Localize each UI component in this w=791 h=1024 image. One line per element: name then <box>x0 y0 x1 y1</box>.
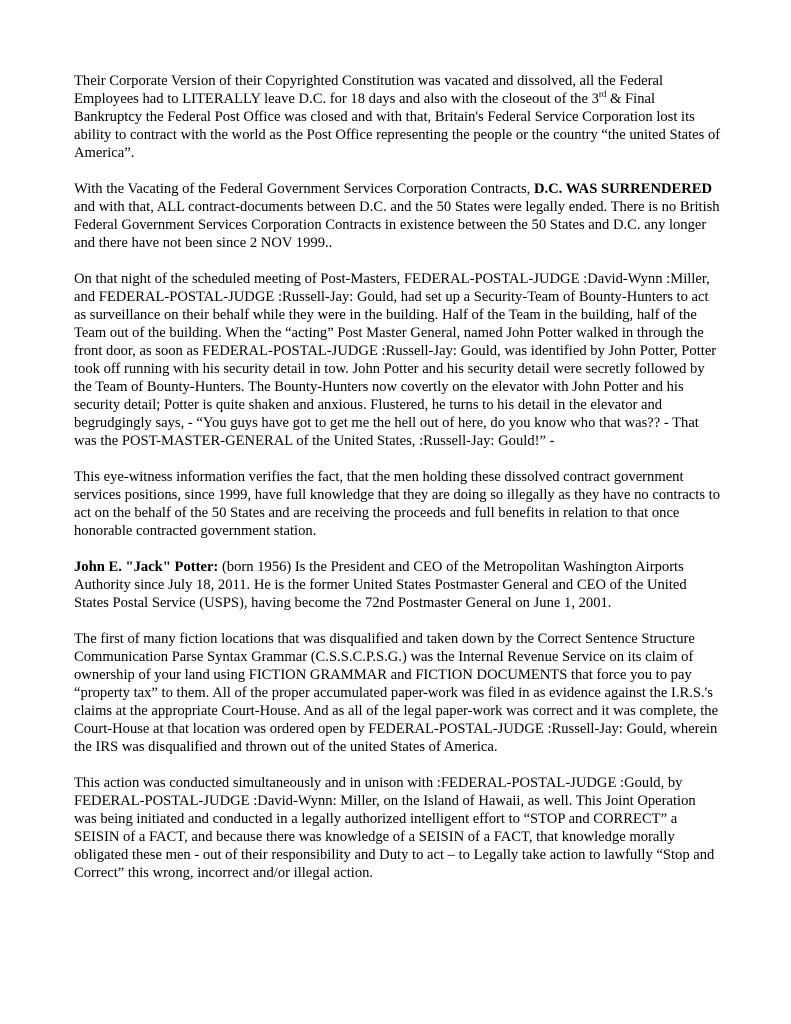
paragraph-text: and with that, ALL contract-documents between D.C. and the 50 States were legally ended. There is no British Federal Government Services Corporation Contracts in existence between the 50 States and D.C. any longer and there have not been since 2 NOV 1999.. <box>74 199 720 251</box>
paragraph-joint-operation: This action was conducted simultaneously and in unison with :FEDERAL-POSTAL-JUDGE :Gould, by FEDERAL-POSTAL-JUDGE :David-Wynn: Miller, on the Island of Hawaii, as well. This Joint Operation was being initiated and conducted in a legally authorized intelligent effort to “STOP and CORRECT” a SEISIN of a FACT, and because there was knowledge of a SEISIN of a FACT, that knowledge morally obligated these men - out of their responsibility and Duty to act – to Legally take action to lawfully “Stop and Correct” this wrong, incorrect and/or illegal action. <box>74 775 715 881</box>
paragraph-irs-disqualified: The first of many fiction locations that was disqualified and taken down by the Correct Sentence Structure Communication Parse Syntax Grammar (C.S.S.C.P.S.G.) was the Internal Revenue Service on its claim of ownership of your land using FICTION GRAMMAR and FICTION DOCUMENTS that force you to pay “property tax” to them. All of the proper accumulated paper-work was filed in as evidence against the I.R.S.'s claims at the appropriate Court-House. And as all of the legal paper-work was correct and it was complete, the Court-House at that location was ordered open by FEDERAL-POSTAL-JUDGE :Russell-Jay: Gould, wherein the IRS was disqualified and thrown out of the united States of America. <box>74 631 719 755</box>
paragraph-john-potter <box>74 558 722 612</box>
superscript-ordinal: rd <box>598 89 607 100</box>
document-page <box>74 72 722 900</box>
bold-name: John E. "Jack" Potter: <box>74 559 219 575</box>
paragraph-dc-surrendered <box>74 180 722 252</box>
paragraph-text: & Final Bankruptcy the Federal Post Office was closed and with that, Britain's Federal Service Corporation lost its ability to contract with the world as the Post Office representing the people or the country “the united States of America”. <box>74 91 721 161</box>
paragraph-postmaster-meeting: On that night of the scheduled meeting of Post-Masters, FEDERAL-POSTAL-JUDGE :David-Wynn :Miller, and FEDERAL-POSTAL-JUDGE :Russell-Jay: Gould, had set up a Security-Team of Bounty-Hunters to act as surveillance on their behalf while they were in the building. Half of the Team in the building, half of the Team out of the building. When the “acting” Post Master General, named John Potter walked in through the front door, as soon as FEDERAL-POSTAL-JUDGE :Russell-Jay: Gould, was identified by John Potter, Potter took off running with his security detail in tow. John Potter and his security detail were secretly followed by the Team of Bounty-Hunters. The Bounty-Hunters now covertly on the elevator with John Potter and his security detail; Potter is quite shaken and anxious. Flustered, he turns to his detail in the elevator and begrudgingly says, - “You guys have got to get me the hell out of here, do you know who that was?? - That was the POST-MASTER-GENERAL of the United States, :Russell-Jay: Gould!” - <box>74 271 717 449</box>
paragraph-text: Their Corporate Version of their Copyrighted Constitution was vacated and dissolved, all the Federal Employees had to LITERALLY leave D.C. for 18 days and also with the closeout of the 3 <box>74 73 664 107</box>
bold-phrase: D.C. WAS SURRENDERED <box>533 181 713 197</box>
paragraph-text: With the Vacating of the Federal Government Services Corporation Contracts, <box>74 181 534 197</box>
paragraph-text: (born 1956) Is the President and CEO of the Metropolitan Washington Airports Authority since July 18, 2011. He is the former United States Postmaster General and CEO of the United States Postal Service (USPS), having become the 72nd Postmaster General on June 1, 2001. <box>74 559 687 611</box>
paragraph-eye-witness: This eye-witness information verifies the fact, that the men holding these dissolved contract government services positions, since 1999, have full knowledge that they are doing so illegally as they have no contracts to act on the behalf of the 50 States and are receiving the proceeds and full benefits in relation to that once honorable contracted government station. <box>74 469 721 539</box>
paragraph-constitution-vacated <box>74 72 722 162</box>
